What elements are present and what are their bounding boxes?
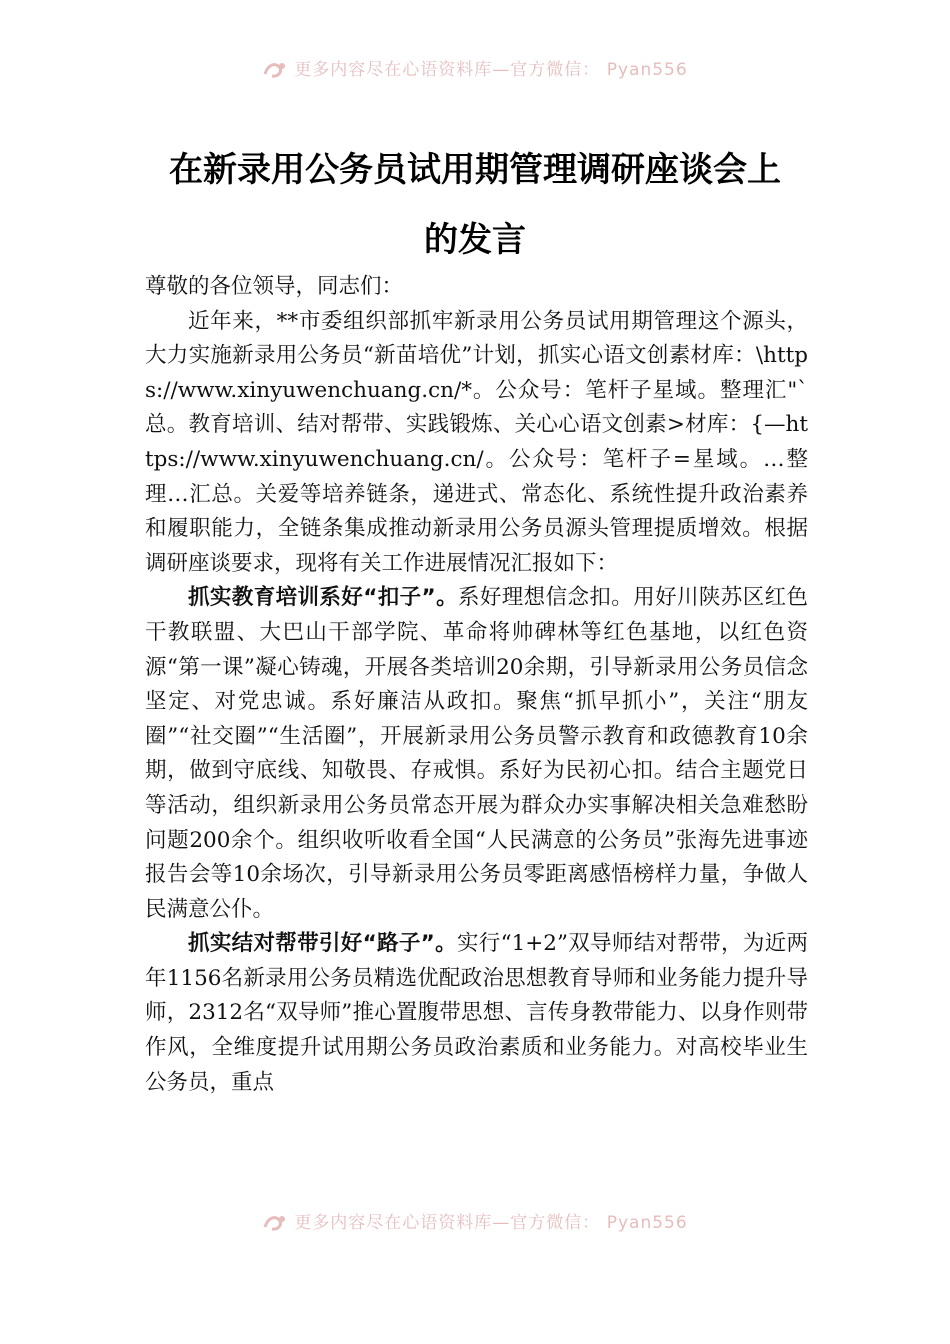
paragraph-mentoring-heading: 抓实结对帮带引好“路子”。 — [188, 931, 457, 957]
watermark-logo-icon — [262, 60, 288, 80]
paragraph-education-heading: 抓实教育培训系好“扣子”。 — [188, 585, 458, 611]
paragraph-education-body: 系好理想信念扣。用好川陕苏区红色干教联盟、大巴山干部学院、革命将帅碑林等红色基地，以红色资源“第一课”凝心铸魂，开展各类培训20余期，引导新录用公务员信念坚定、对党忠诚。系好廉洁从政扣。聚焦“抓早抓小”，关注“朋友圈”“社交圈”“生活圈”，开展新录用公务员警示教育和政德教育10余期，做到守底线、知敬畏、存戒惧。系好为民初心扣。结合主题党日等活动，组织新录用公务员常态开展为群众办实事解决相关急难愁盼问题200余个。组织收听收看全国“人民满意的公务员”张海先进事迹报告会等10余场次，引导新录用公务员零距离感悟榜样力量，争做人民满意公仆。 — [145, 585, 808, 922]
watermark-logo-icon — [262, 1213, 288, 1233]
paragraph-education — [145, 581, 808, 927]
watermark-footer — [0, 1208, 950, 1238]
watermark-text: 更多内容尽在心语资料库—官方微信： Pyan556 — [294, 60, 688, 80]
paragraph-mentoring-body: 实行“1+2”双导师结对帮带，为近两年1156名新录用公务员精选优配政治思想教育导师和业务能力提升导师，2312名“双导师”推心置腹带思想、言传身教带能力、以身作则带作风，全维度提升试用期公务员政治素质和业务能力。对高校毕业生公务员，重点 — [145, 931, 808, 1095]
watermark-header — [0, 55, 950, 85]
document-title-line2: 的发言 — [424, 220, 526, 260]
paragraph-intro: 近年来，**市委组织部抓牢新录用公务员试用期管理这个源头，大力实施新录用公务员“新苗培优”计划，抓实心语文创素材库：\https://www.xinyuwenchuang.cn/*。公众号：笔杆子星域。整理汇"`总。教育培训、结对帮带、实践锻炼、关心心语文创素>材库：{—https://www.xinyuwenchuang.cn/。公众号：笔杆子=星域。…整理…汇总。关爱等培养链条，递进式、常态化、系统性提升政治素养和履职能力，全链条集成推动新录用公务员源头管理提质增效。根据调研座谈要求，现将有关工作进展情况汇报如下： — [145, 308, 808, 576]
paragraph-mentoring — [145, 927, 808, 1100]
document-title-line1: 在新录用公务员试用期管理调研座谈会上 — [169, 150, 781, 190]
document-body — [145, 270, 808, 1100]
watermark-text: 更多内容尽在心语资料库—官方微信： Pyan556 — [294, 1213, 688, 1233]
salutation: 尊敬的各位领导，同志们： — [145, 274, 404, 299]
